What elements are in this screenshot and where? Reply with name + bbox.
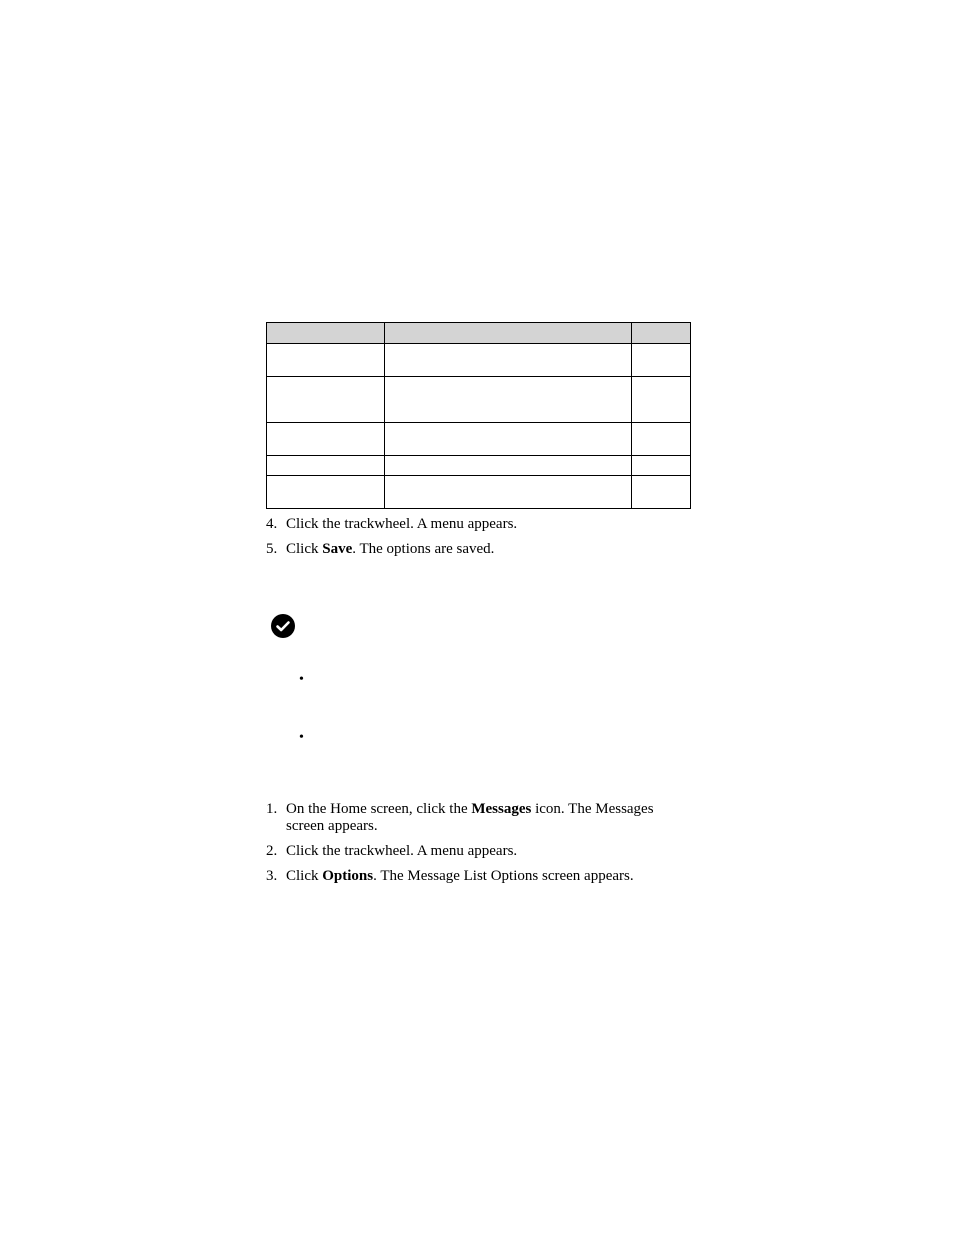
- step-3: [266, 868, 686, 885]
- table-cell: [632, 423, 691, 456]
- table-header-row: [267, 323, 691, 344]
- table-cell: [385, 377, 632, 423]
- table-header-cell: [385, 323, 632, 344]
- table-row: [267, 456, 691, 476]
- step-text: [286, 801, 686, 835]
- step-text-part: On the Home screen, click the: [286, 801, 472, 817]
- step-text: [286, 541, 686, 558]
- step-1: [266, 801, 686, 835]
- checkmark-circle-icon: [271, 614, 295, 638]
- table-cell: [632, 476, 691, 509]
- table-cell: [632, 344, 691, 377]
- messages-label: Messages: [471, 801, 532, 817]
- step-number: 1.: [266, 801, 278, 817]
- options-label: Options: [322, 868, 374, 884]
- step-text-part: . The options are saved.: [352, 541, 495, 557]
- step-2: [266, 843, 686, 860]
- table-cell: [267, 476, 385, 509]
- table-cell: [385, 476, 632, 509]
- step-4: [266, 516, 686, 533]
- step-text-part: Click: [286, 868, 323, 884]
- table-cell: [267, 423, 385, 456]
- table-cell: [632, 377, 691, 423]
- table-row: [267, 423, 691, 456]
- step-text-part: . The Message List Options screen appears.: [373, 868, 634, 884]
- table-row: [267, 476, 691, 509]
- step-5: [266, 541, 686, 558]
- table-cell: [385, 456, 632, 476]
- step-text: Click the trackwheel. A menu appears.: [286, 516, 518, 532]
- table-header-cell: [632, 323, 691, 344]
- step-text: Click the trackwheel. A menu appears.: [286, 843, 518, 859]
- step-number: 4.: [266, 516, 278, 532]
- step-text-part: Click: [286, 541, 323, 557]
- table-header-cell: [267, 323, 385, 344]
- step-number: 2.: [266, 843, 278, 859]
- options-table: [266, 322, 691, 509]
- table-row: [267, 377, 691, 423]
- save-label: Save: [322, 541, 353, 557]
- bullet-point: •: [299, 672, 304, 687]
- table-cell: [385, 344, 632, 377]
- bullet-point: •: [299, 730, 304, 745]
- table-cell: [632, 456, 691, 476]
- step-text: [286, 868, 686, 885]
- table-cell: [267, 377, 385, 423]
- step-number: 3.: [266, 868, 278, 884]
- step-text-part: icon. The Messages screen appears.: [286, 801, 654, 834]
- table-cell: [267, 344, 385, 377]
- table-row: [267, 344, 691, 377]
- step-number: 5.: [266, 541, 278, 557]
- table-cell: [267, 456, 385, 476]
- table-cell: [385, 423, 632, 456]
